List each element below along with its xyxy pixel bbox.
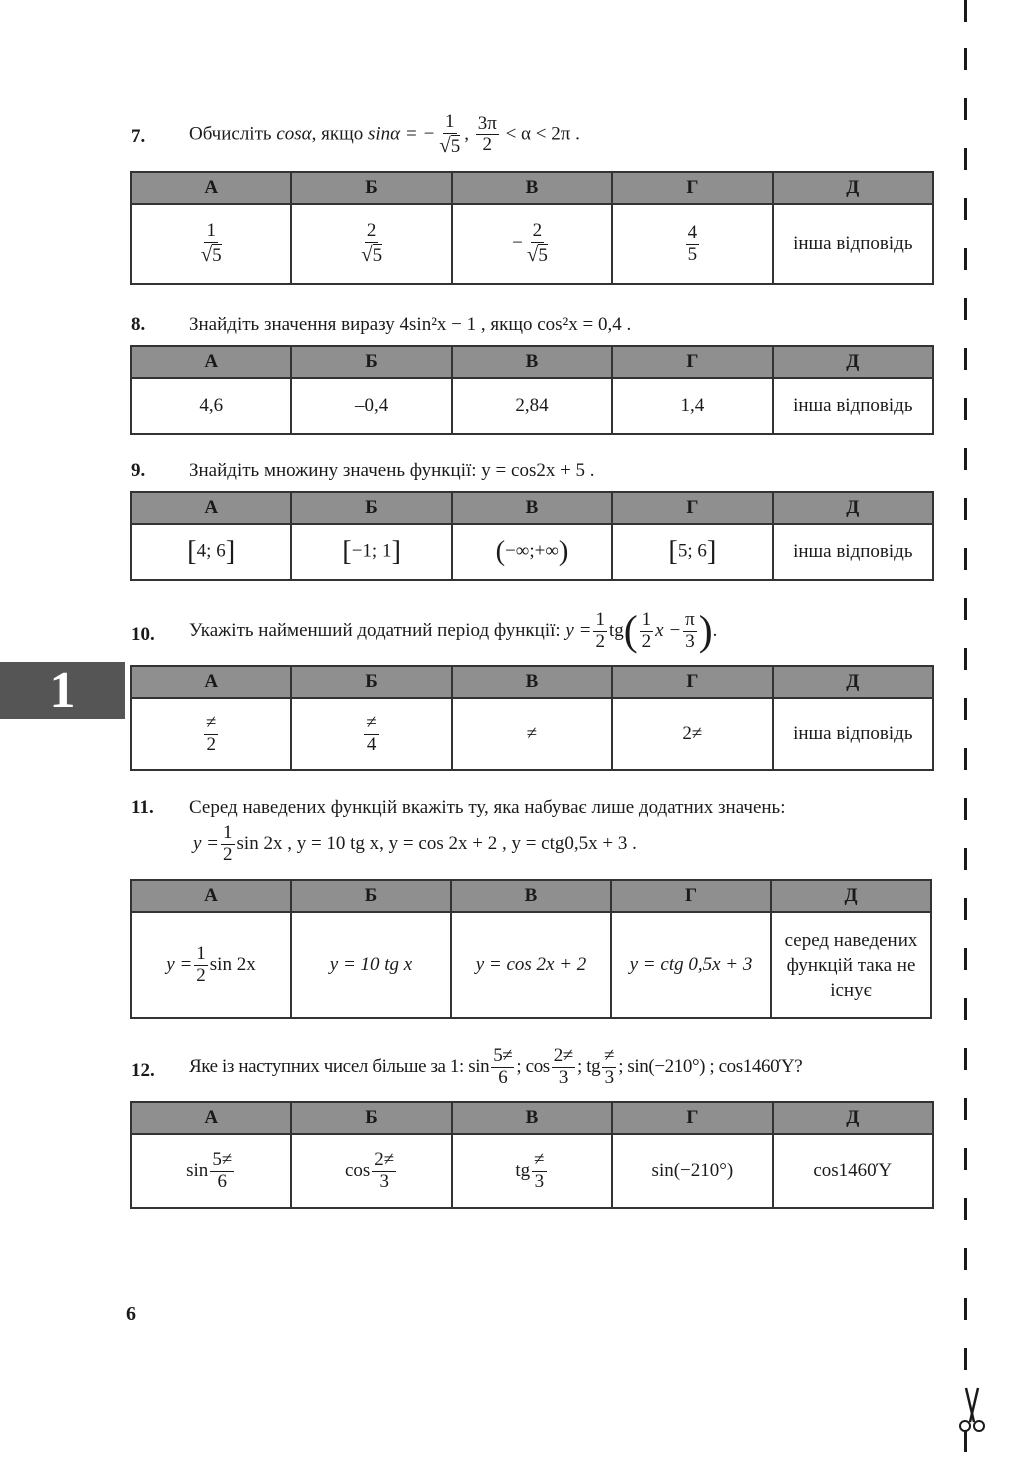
fraction: $\frac{1}{√5}$ (439, 111, 461, 157)
cut-dash (964, 1198, 967, 1220)
answer-table-7 (130, 171, 934, 285)
page-number: 6 (126, 1303, 136, 1325)
option-header-d: Г (612, 1102, 772, 1134)
cut-line (958, 0, 972, 1459)
question-number: 11. (131, 797, 154, 818)
cut-dash (964, 298, 967, 320)
option-header-a: А (131, 880, 291, 912)
answer-cell-c[interactable]: tg $\frac{\ne}{3}$ (452, 1134, 612, 1208)
option-header-b: Б (291, 492, 451, 524)
option-header-b: Б (291, 172, 451, 204)
option-header-d: Г (612, 172, 772, 204)
cut-dash (964, 648, 967, 670)
question-functions: y = $\frac{1}{2}$ sin 2x , y = 10 tg x, y = cos 2x + 2 , y = ctg0,5x + 3 . (193, 822, 637, 865)
cut-dash (964, 248, 967, 270)
cut-dash (964, 48, 967, 70)
option-header-d: Г (612, 492, 772, 524)
answer-cell-e[interactable]: інша відповідь (773, 524, 933, 580)
option-header-d: Г (612, 346, 772, 378)
cut-dash (964, 1298, 967, 1320)
option-header-b: Б (291, 1102, 451, 1134)
option-header-a: А (131, 172, 291, 204)
answer-cell-b[interactable]: $\frac{\ne}{4}$ (291, 698, 451, 770)
answer-cell-d[interactable]: y = ctg 0,5x + 3 (611, 912, 771, 1018)
answer-table-9 (130, 491, 934, 581)
answer-cell-b[interactable]: –0,4 (291, 378, 451, 434)
cut-dash (964, 398, 967, 420)
option-header-e: Д (773, 492, 933, 524)
option-header-c: В (451, 880, 611, 912)
answer-cell-e[interactable]: інша відповідь (773, 378, 933, 434)
cut-dash (964, 498, 967, 520)
cut-dash (964, 148, 967, 170)
section-tab: 1 (0, 662, 125, 719)
answer-cell-a[interactable]: $\frac{1}{√5}$ (131, 204, 291, 284)
answer-cell-a[interactable]: y = $\frac{1}{2}$ sin 2x (131, 912, 291, 1018)
option-header-d: Г (612, 666, 772, 698)
question-text: Яке із наступних чисел більше за 1: sin $\frac{5\ne}{6}$ ; cos $\frac{2\ne}{3}$ ; tg $\frac{\ne}{3}$ ; sin(−210°) ; cos1460Ύ? (189, 1045, 803, 1088)
question-text: Знайдіть множину значень функції: y = cos2x + 5 . (189, 460, 595, 481)
option-header-a: А (131, 492, 291, 524)
answer-cell-a[interactable]: 4,6 (131, 378, 291, 434)
cut-dash (964, 448, 967, 470)
option-header-b: Б (291, 880, 451, 912)
question-text: Обчисліть cosα, якщо sinα = − $\frac{1}{√5}$ , $\frac{3\pi}{2}$ < α < 2π . (189, 111, 580, 157)
answer-table-11 (130, 879, 932, 1019)
cut-dash (964, 698, 967, 720)
answer-cell-c[interactable]: − $\frac{2}{√5}$ (452, 204, 612, 284)
cut-dash (964, 1148, 967, 1170)
question-text: Укажіть найменший додатний період функції: y = $\frac{1}{2}$ tg( $\frac{1}{2}$ x − $\frac{\pi}{3}$ ). (189, 608, 718, 655)
question-number: 9. (131, 460, 146, 481)
answer-cell-c[interactable]: 2,84 (452, 378, 612, 434)
cut-dash (964, 598, 967, 620)
cut-dash (964, 198, 967, 220)
option-header-d: Г (611, 880, 771, 912)
answer-cell-c[interactable]: ≠ (452, 698, 612, 770)
question-number: 8. (131, 314, 146, 335)
answer-cell-d[interactable]: sin(−210°) (612, 1134, 772, 1208)
answer-cell-d[interactable]: [5; 6] (612, 524, 772, 580)
answer-cell-e[interactable]: серед наведених функцій така не існує (771, 912, 931, 1018)
cut-dash (964, 798, 967, 820)
answer-table-10 (130, 665, 934, 771)
option-header-e: Д (773, 172, 933, 204)
answer-cell-b[interactable]: [−1; 1] (291, 524, 451, 580)
cut-dash (964, 848, 967, 870)
cut-dash (964, 1348, 967, 1370)
fraction: $\frac{3\pi}{2}$ (477, 112, 497, 156)
cut-dash (964, 1248, 967, 1270)
option-header-e: Д (773, 1102, 933, 1134)
answer-cell-d[interactable]: $\frac{4}{5}$ (612, 204, 772, 284)
question-number: 10. (131, 624, 155, 645)
cut-dash (964, 1048, 967, 1070)
answer-cell-a[interactable]: $\frac{\ne}{2}$ (131, 698, 291, 770)
option-header-c: В (452, 346, 612, 378)
option-header-c: В (452, 666, 612, 698)
answer-cell-b[interactable]: $\frac{2}{√5}$ (291, 204, 451, 284)
option-header-c: В (452, 1102, 612, 1134)
answer-cell-b[interactable]: cos $\frac{2\ne}{3}$ (291, 1134, 451, 1208)
question-number: 12. (131, 1060, 155, 1081)
answer-cell-c[interactable]: (−∞;+∞) (452, 524, 612, 580)
answer-cell-e[interactable]: інша відповідь (773, 698, 933, 770)
answer-cell-a[interactable]: [4; 6] (131, 524, 291, 580)
cut-dash (964, 1098, 967, 1120)
answer-table-8 (130, 345, 934, 435)
answer-cell-e[interactable]: cos1460Ύ (773, 1134, 933, 1208)
scissors-icon (952, 1386, 992, 1436)
answer-cell-b[interactable]: y = 10 tg x (291, 912, 451, 1018)
answer-table-12 (130, 1101, 934, 1209)
answer-cell-c[interactable]: y = cos 2x + 2 (451, 912, 611, 1018)
cut-dash (964, 748, 967, 770)
option-header-c: В (452, 492, 612, 524)
answer-cell-e[interactable]: інша відповідь (773, 204, 933, 284)
question-text: Серед наведених функцій вкажіть ту, яка набуває лише додатних значень: (189, 797, 786, 818)
cut-dash (964, 998, 967, 1020)
option-header-e: Д (773, 346, 933, 378)
cut-dash (964, 898, 967, 920)
answer-cell-d[interactable]: 1,4 (612, 378, 772, 434)
option-header-a: А (131, 1102, 291, 1134)
option-header-b: Б (291, 346, 451, 378)
option-header-a: А (131, 666, 291, 698)
question-text: Знайдіть значення виразу 4sin²x − 1 , якщо cos²x = 0,4 . (189, 314, 632, 335)
cut-dash (964, 0, 967, 22)
question-number: 7. (131, 126, 146, 147)
cut-dash (964, 98, 967, 120)
answer-cell-d[interactable]: 2≠ (612, 698, 772, 770)
option-header-e: Д (773, 666, 933, 698)
cut-dash (964, 548, 967, 570)
option-header-c: В (452, 172, 612, 204)
option-header-a: А (131, 346, 291, 378)
option-header-e: Д (771, 880, 931, 912)
cut-dash (964, 348, 967, 370)
answer-cell-a[interactable]: sin $\frac{5\ne}{6}$ (131, 1134, 291, 1208)
cut-dash (964, 948, 967, 970)
option-header-b: Б (291, 666, 451, 698)
